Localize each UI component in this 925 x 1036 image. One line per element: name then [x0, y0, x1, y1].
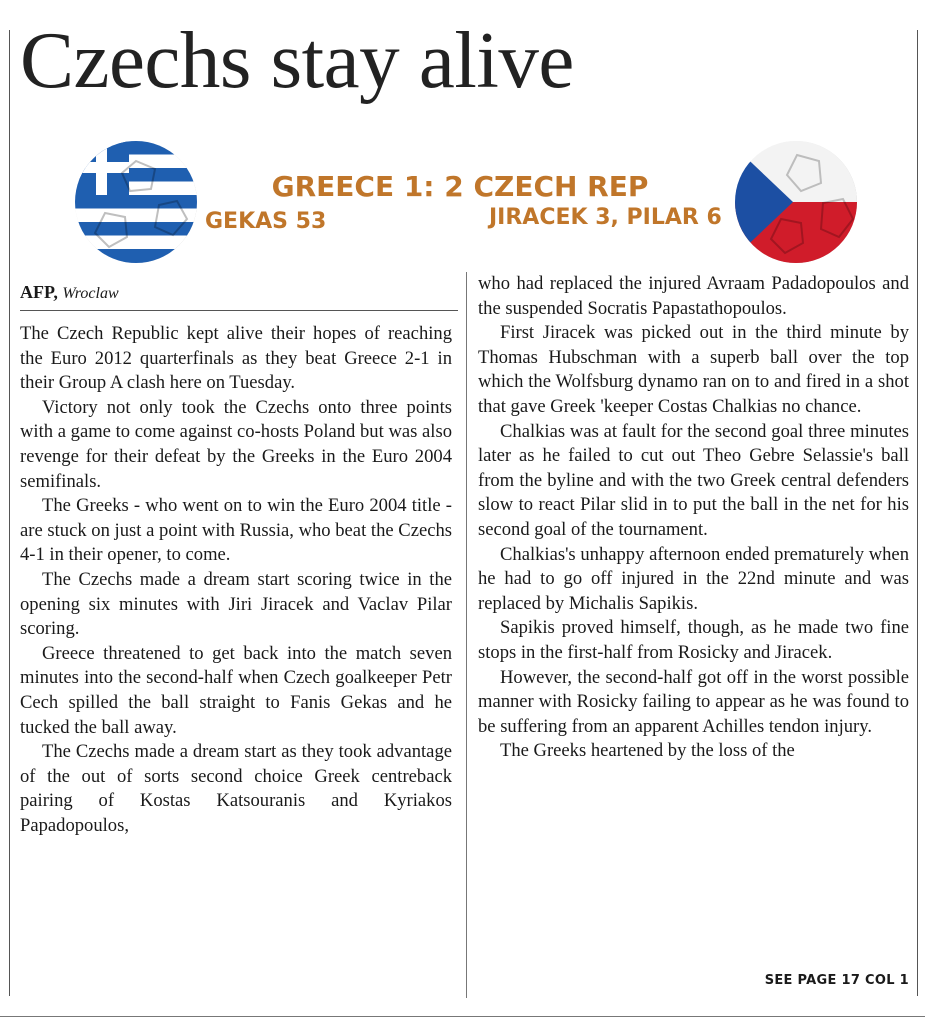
- continued-on-page: SEE PAGE 17 COL 1: [764, 973, 909, 988]
- article-paragraph: The Czechs made a dream start scoring twice in the opening six minutes with Jiri Jiracek and Vaclav Pilar scoring.: [20, 568, 452, 640]
- czech-flag-ball-icon: [735, 141, 857, 263]
- article-paragraph: Chalkias was at fault for the second goal three minutes later as he failed to cut out Theo Gebre Selassie's ball from the byline and with the two Greek central defenders slow to react Pilar slid in to put the ball in the net for his second goal of the tournament.: [478, 420, 909, 540]
- article-paragraph: Chalkias's unhappy afternoon ended prematurely when he had to go off injured in the 22nd minute and was replaced by Michalis Sapikis.: [478, 543, 909, 614]
- byline-rule: [20, 310, 458, 311]
- czech-scorers: JIRACEK 3, PILAR 6: [489, 205, 722, 230]
- article-paragraph: The Czech Republic kept alive their hopes of reaching the Euro 2012 quarterfinals as they beat Greece 2-1 in their Group A clash here on Tuesday.: [20, 323, 452, 394]
- byline-place: Wroclaw: [62, 285, 119, 302]
- left-column-rule: [9, 30, 10, 996]
- article-paragraph: First Jiracek was picked out in the third minute by Thomas Hubschman with a superb ball over the top which the Wolfsburg dynamo ran on to and fired in a shot that gave Greek 'keeper Costas Chalkias no chance.: [478, 322, 909, 417]
- article-paragraph: Greece threatened to get back into the match seven minutes into the second-half when Czech goalkeeper Petr Cech spilled the ball straight to Fanis Gekas and he tucked the ball away.: [20, 642, 452, 738]
- article-paragraph: Victory not only took the Czechs onto three points with a game to come against co-hosts Poland but was also revenge for their defeat by the Greeks in the Euro 2004 semifinals.: [20, 396, 452, 492]
- greece-scorers: GEKAS 53: [205, 209, 327, 234]
- article-paragraph: Sapikis proved himself, though, as he made two fine stops in the first-half from Rosicky and Jiracek.: [478, 617, 909, 663]
- match-score: GREECE 1: 2 CZECH REP: [271, 170, 649, 203]
- article-column-left: [20, 322, 452, 838]
- article-column-right: [478, 272, 909, 764]
- right-column-rule: [917, 30, 918, 996]
- article-paragraph: However, the second-half got off in the worst possible manner with Rosicky failing to appear as he was found to be suffering from an apparent Achilles tendon injury.: [478, 666, 909, 737]
- byline: [20, 282, 119, 303]
- headline: Czechs stay alive: [20, 15, 574, 105]
- article-paragraph: The Czechs made a dream start as they took advantage of the out of sorts second choice Greek centreback pairing of Kostas Katsouranis and Kyriakos Papadopoulos,: [20, 741, 452, 836]
- byline-agency: AFP,: [20, 282, 58, 302]
- greece-flag-ball-icon: [75, 141, 197, 263]
- article-paragraph: The Greeks heartened by the loss of the: [500, 740, 795, 762]
- bottom-rule: [0, 1016, 925, 1017]
- column-divider: [466, 272, 467, 998]
- article-paragraph: who had replaced the injured Avraam Padadopoulos and the suspended Socratis Papastathopoulos.: [478, 273, 909, 319]
- article-paragraph: The Greeks - who went on to win the Euro 2004 title - are stuck on just a point with Russia, who beat the Czechs 4-1 in their opener, to come.: [20, 495, 452, 566]
